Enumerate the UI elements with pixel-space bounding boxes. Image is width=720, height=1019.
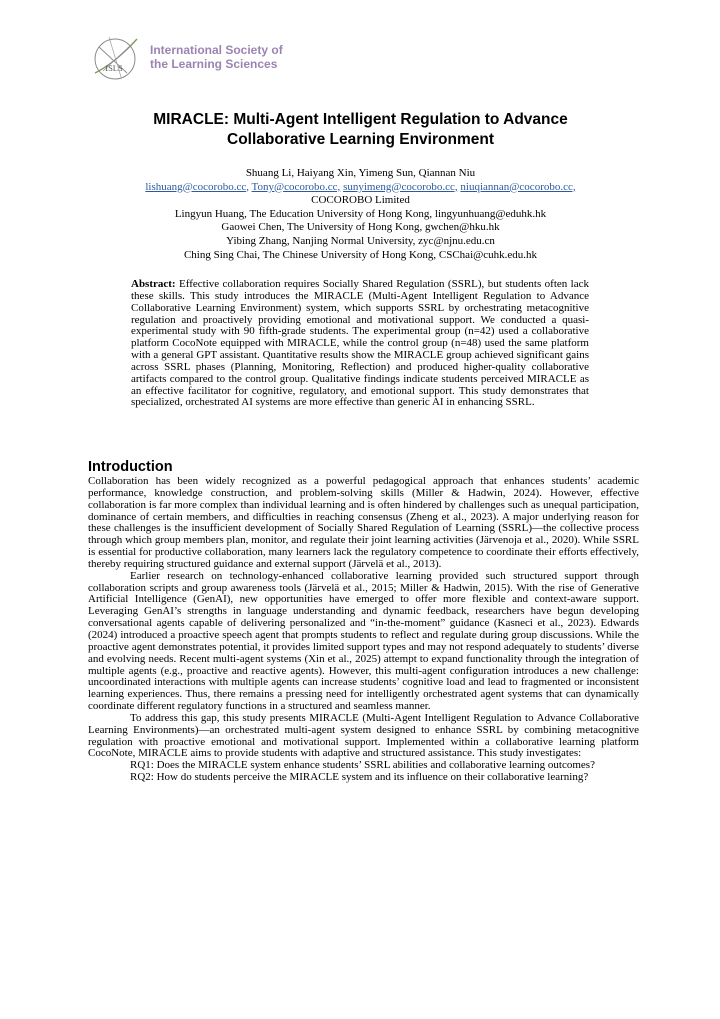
research-question: RQ1: Does the MIRACLE system enhance students’ SSRL abilities and collaborative learning outcomes? <box>130 759 595 772</box>
paper-title <box>88 110 633 150</box>
paragraph: Earlier research on technology-enhanced collaborative learning provided such structured support through collaboration scripts and group awareness tools (Järvelä et al., 2015; Miller & Hadwin, 2015). With the rise of Generative Artificial Intelligence (GenAI), new opportunities have emerged to offer more flexible and context-aware support. Leveraging GenAI’s strengths in language understanding and dynamic feedback, researchers have begun developing conversational agents capable of delivering personalized and “in-the-moment” guidance (Kasneci et al., 2023). Edwards (2024) introduced a proactive speech agent that prompts students to reflect and regulate during group discussions. While the proactive agent demonstrates potential, it provides limited support types and may not respond adequately to students’ diverse and evolving needs. Recent multi-agent systems (Xin et al., 2025) attempt to expand functionality through the integration of multiple agents (e.g., proactive and reactive agents). However, this multi-agent configuration introduces a new challenge: uncoordinated interactions with multiple agents can increase students’ cognitive load and lead to fragmented or inconsistent learning experiences. Thus, there remains a pressing need for intelligently orchestrated agent systems that can dynamically coordinate different regulatory functions in a structured and seamless manner. <box>88 569 639 713</box>
abstract-label: Abstract: <box>131 278 176 290</box>
email-link[interactable]: lishuang@cocorobo.cc, <box>145 180 249 193</box>
introduction-body <box>88 476 639 784</box>
paragraph: Collaboration has been widely recognized as a powerful pedagogical approach that enhances students’ academic performance, knowledge construction, and problem-solving skills (Miller & Hadwin, 2024). However, effective collaboration is far more complex than individual learning and is often hindered by challenges such as unequal participation, dominance of certain members, and difficulties in reaching consensus (Zheng et al., 2023). A major underlying reason for these challenges is the insufficient development of Socially Shared Regulation of Learning (SSRL)—the collective process through which group members plan, monitor, and regulate their joint learning activities (Järvenoja et al., 2020). While SSRL is essential for productive collaboration, many learners lack the regulatory competence to coordinate their efforts effectively, thereby requiring structured guidance and external support (Järvelä et al., 2013). <box>88 475 639 570</box>
organization: COCOROBO Limited <box>311 194 410 207</box>
section-heading: Introduction <box>88 459 173 475</box>
email-line <box>88 181 633 195</box>
isls-logo <box>91 33 141 83</box>
title-line-1: MIRACLE: Multi-Agent Intelligent Regulation to Advance <box>153 111 568 128</box>
research-question: RQ2: How do students perceive the MIRACLE system and its influence on their collaborative learning? <box>130 771 589 784</box>
society-line-2: the Learning Sciences <box>150 57 278 71</box>
abstract <box>131 279 589 409</box>
society-name <box>150 43 283 71</box>
affiliation: Ching Sing Chai, The Chinese University of Hong Kong, CSChai@cuhk.edu.hk <box>183 248 538 261</box>
logo-text: ISLS <box>105 63 123 73</box>
affiliation: Yibing Zhang, Nanjing Normal University, zyc@njnu.edu.cn <box>226 234 495 247</box>
affiliation: Lingyun Huang, The Education University of Hong Kong, lingyunhuang@eduhk.hk <box>174 207 547 220</box>
paragraph: To address this gap, this study presents MIRACLE (Multi-Agent Intelligent Regulation to Advance Collaborative Learning Environments)—an orchestrated multi-agent system designed to enhance SSRL by combining metacognitive regulation with proactive emotional and motivational support. Implemented within a collaborative learning platform CocoNote, MIRACLE aims to provide students with adaptive and structured assistance. This study investigates: <box>88 711 639 760</box>
author-names: Shuang Li, Haiyang Xin, Yimeng Sun, Qiannan Niu <box>245 167 476 179</box>
email-link[interactable]: sunyimeng@cocorobo.cc, <box>343 180 458 193</box>
email-link[interactable]: Tony@cocorobo.cc, <box>251 180 341 193</box>
email-link[interactable]: niuqiannan@cocorobo.cc, <box>460 180 576 193</box>
society-line-1: International Society of <box>150 43 283 57</box>
affiliation: Gaowei Chen, The University of Hong Kong, gwchen@hku.hk <box>221 221 500 234</box>
abstract-text: Effective collaboration requires Socially Shared Regulation (SSRL), but students often lack these skills. This study introduces the MIRACLE (Multi-Agent Intelligent Regulation to Advance Collaborative Learning Environment) system, which supports SSRL by orchestrating metacognitive regulation and proactively providing emotional and motivational support. We conducted a quasi-experimental study with 90 fifth-grade students. The experimental group (n=42) used a collaborative platform CocoNote equipped with MIRACLE, while the control group (n=48) used the same platform with a general GPT assistant. Quantitative results show the MIRACLE group achieved significant gains across SSRL phases (Planning, Monitoring, Reflection) and produced higher-quality collaborative artifacts compared to the control group. Qualitative findings indicate students perceived MIRACLE as an effective facilitator for cognitive, regulatory, and emotional support. This study demonstrates that specialized, orchestrated AI systems are more effective than generic AI in enhancing SSRL. <box>131 278 589 409</box>
title-line-2: Collaborative Learning Environment <box>227 131 494 148</box>
author-block <box>88 167 633 262</box>
